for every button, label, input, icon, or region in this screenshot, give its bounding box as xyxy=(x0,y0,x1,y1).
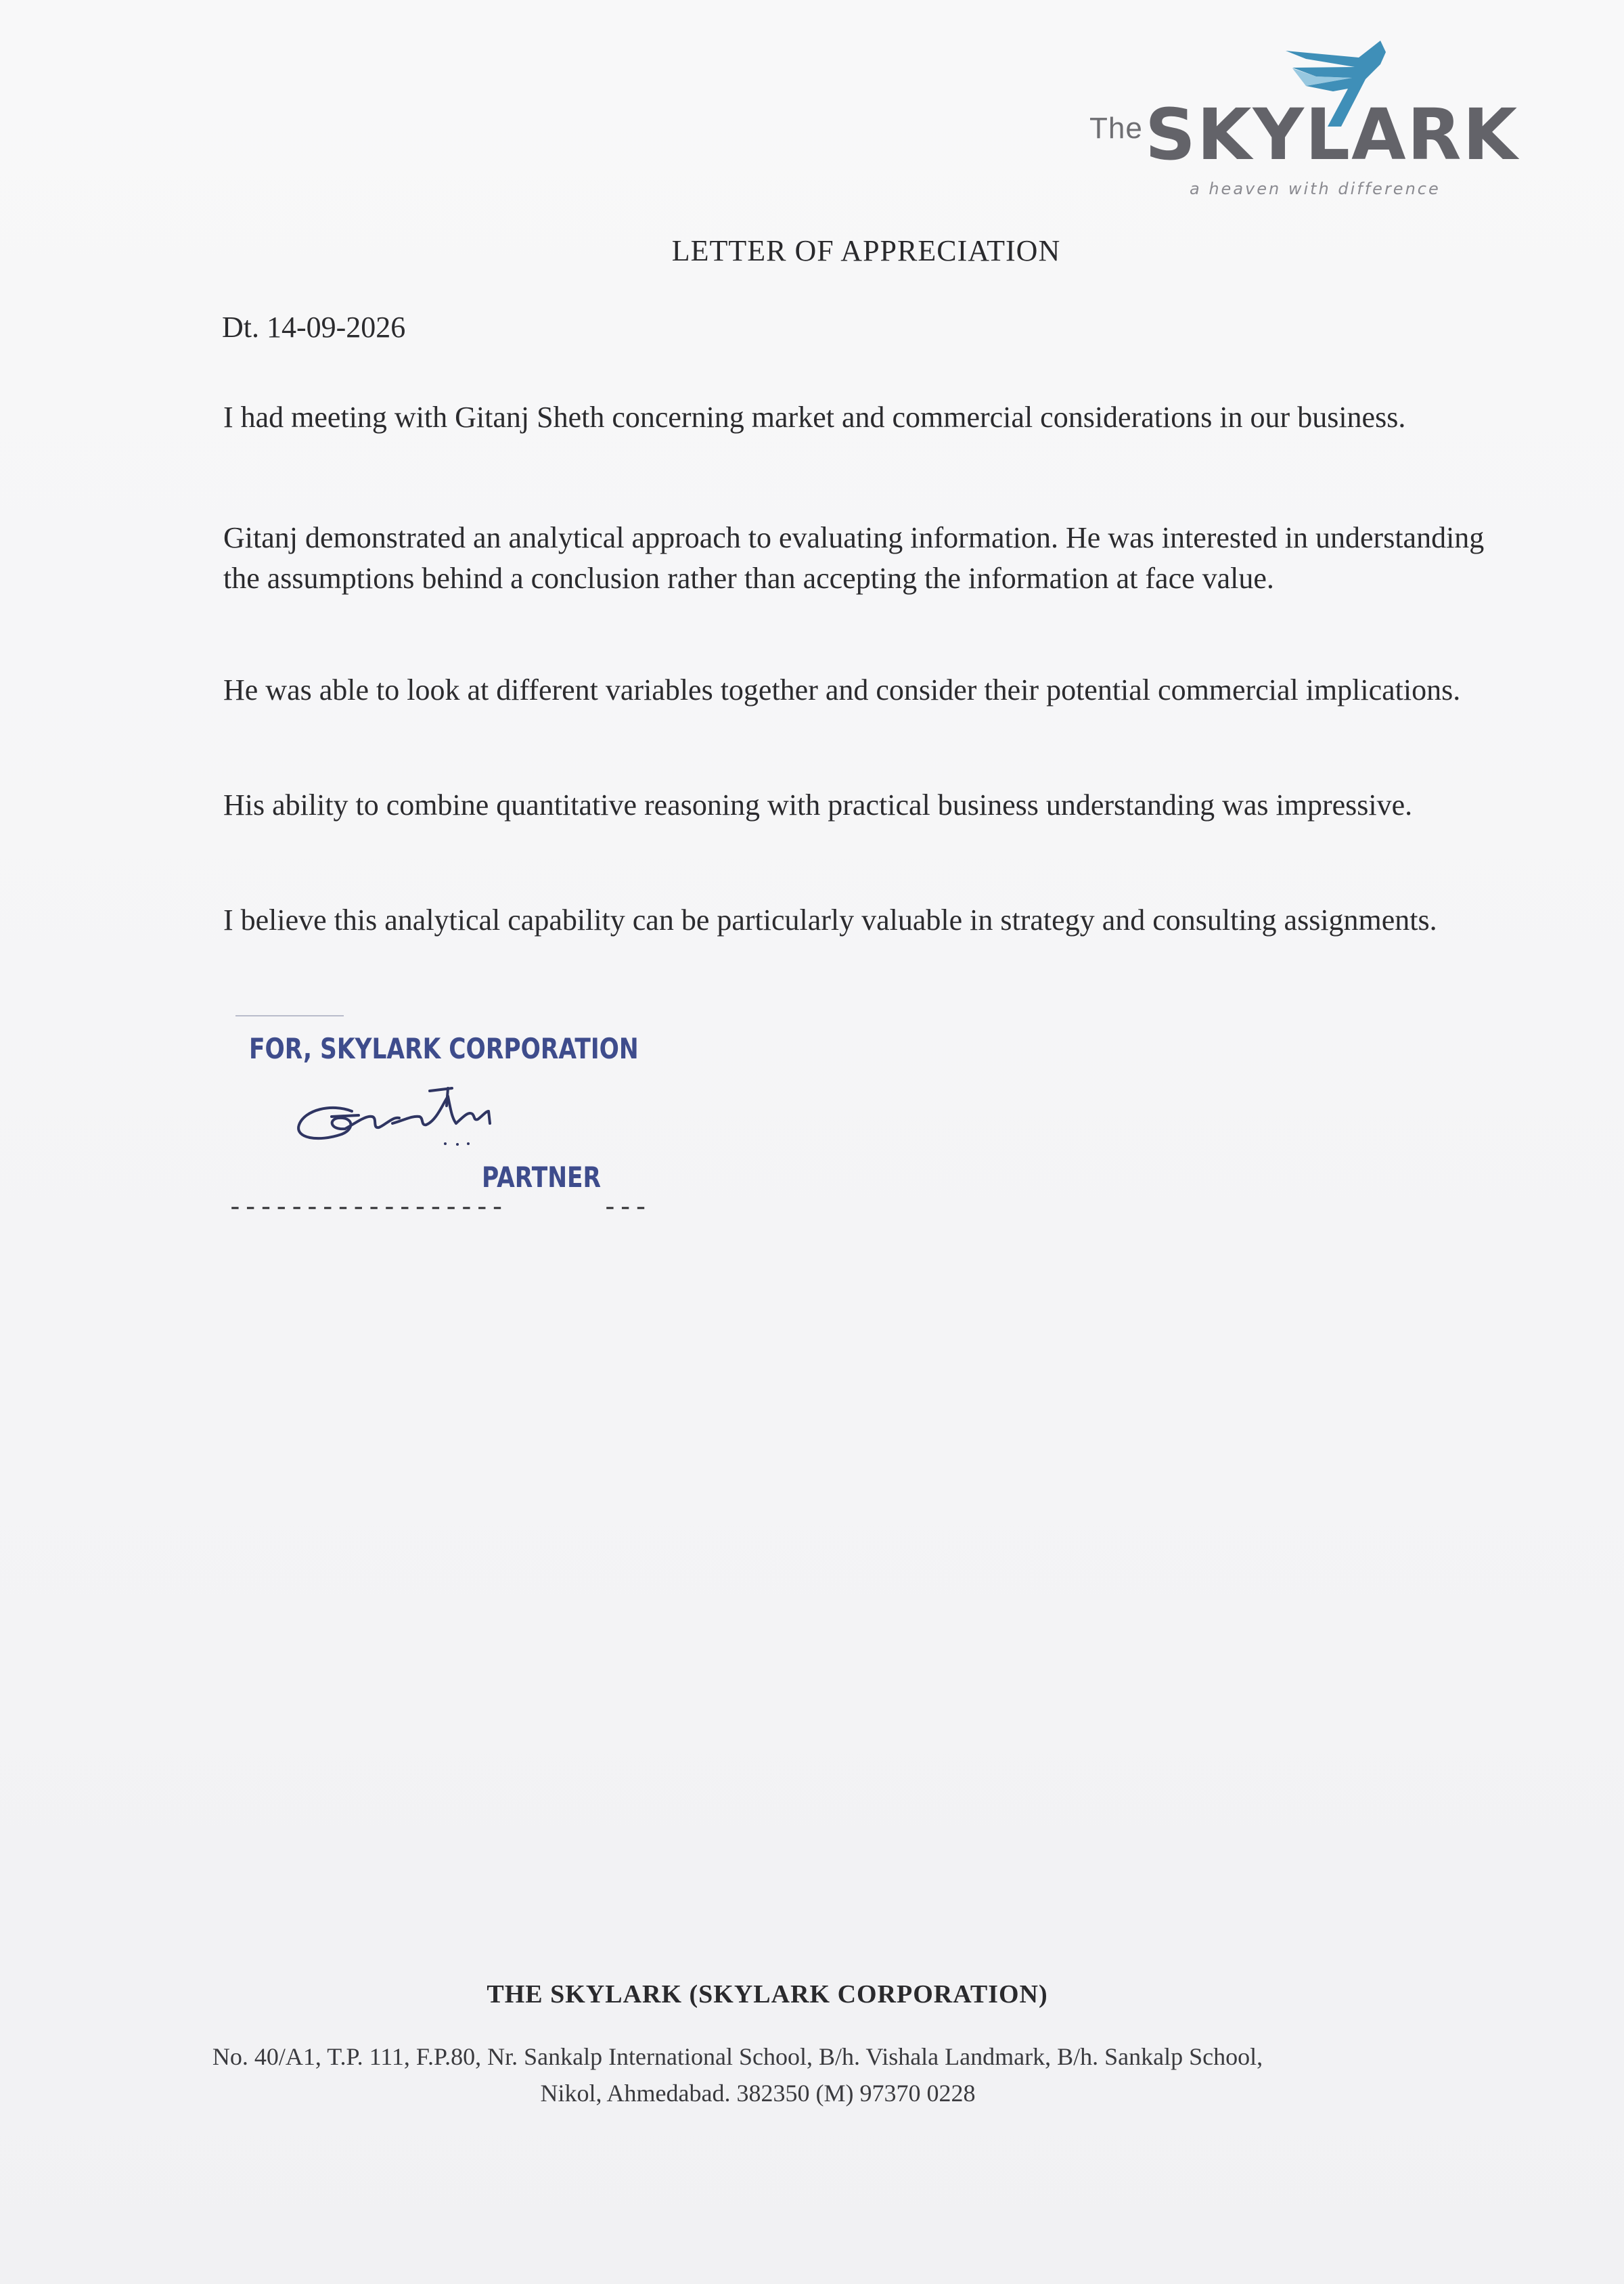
paragraph: I believe this analytical capability can be particularly valuable in strategy and consulting assignments. xyxy=(223,903,1437,937)
paragraph: Gitanj demonstrated an analytical approach to evaluating information. He was interested in understanding the assumptions behind a conclusion rather than accepting the information at face value. xyxy=(223,521,1485,595)
paragraph: His ability to combine quantitative reasoning with practical business understanding was impressive. xyxy=(223,788,1413,822)
footer-company-name: THE SKYLARK (SKYLARK CORPORATION) xyxy=(487,1980,1048,2009)
stamp-role: PARTNER xyxy=(482,1161,602,1194)
stamp-company-name: FOR, SKYLARK CORPORATION xyxy=(249,1032,639,1065)
signature-line-end: --- xyxy=(602,1194,649,1223)
paragraph: He was able to look at different variables together and consider their potential commercial implications. xyxy=(223,673,1461,707)
company-stamp xyxy=(223,1002,656,1218)
paragraph: I had meeting with Gitanj Sheth concerning market and commercial considerations in our business. xyxy=(223,401,1406,434)
signature-line: ------------------ xyxy=(227,1194,505,1223)
stamp-border-line xyxy=(235,1015,344,1016)
footer-address-line-2: Nikol, Ahmedabad. 382350 (M) 97370 0228 xyxy=(540,2080,976,2107)
logo-tagline: a heaven with difference xyxy=(1190,179,1441,198)
handwritten-signature xyxy=(291,1076,535,1164)
letter-date: Dt. 14-09-2026 xyxy=(222,311,406,344)
letter-title: LETTER OF APPRECIATION xyxy=(671,234,1061,267)
logo-prefix: The xyxy=(1089,112,1143,145)
footer-address-line-1: No. 40/A1, T.P. 111, F.P.80, Nr. Sankalp International School, B/h. Vishala Landmark, B/h. Sankalp School, xyxy=(212,2043,1263,2070)
logo-wordmark: SKYLARK xyxy=(1145,93,1519,176)
skylark-logo xyxy=(1083,37,1519,206)
footer-address xyxy=(0,2038,1475,2111)
